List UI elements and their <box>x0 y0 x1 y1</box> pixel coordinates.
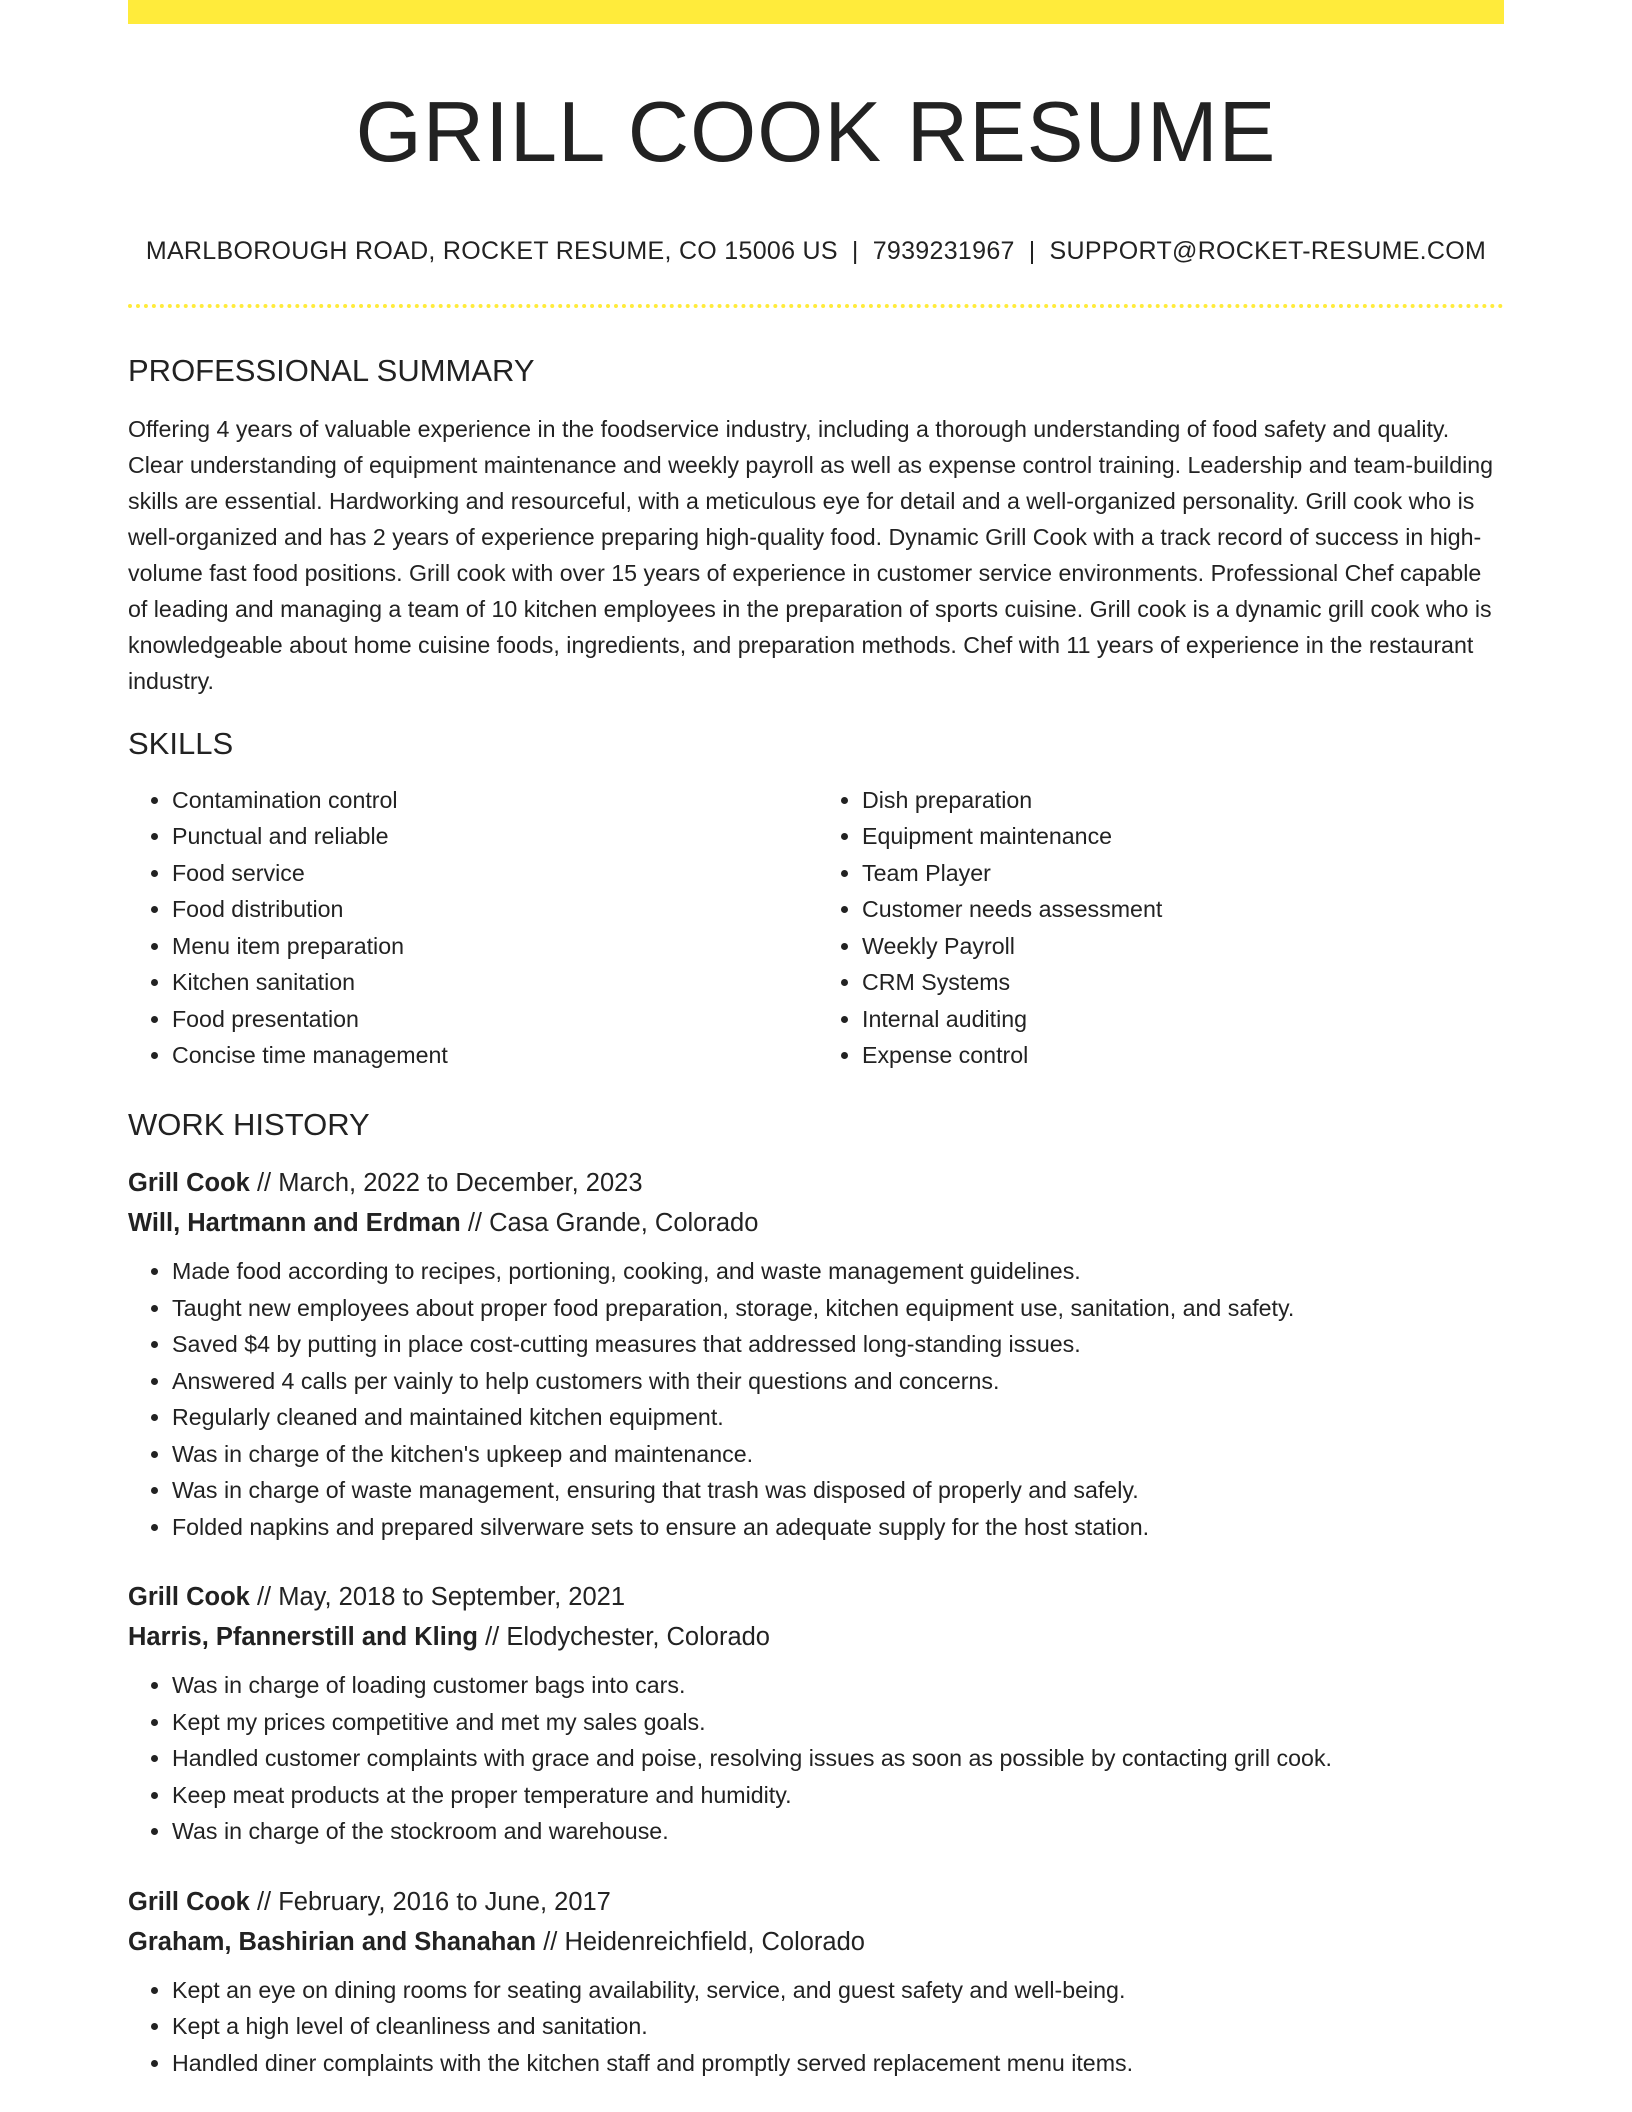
job-bullet: • Kept a high level of cleanliness and sanitation. <box>172 2008 1504 2045</box>
job-bullet: • Saved $4 by putting in place cost-cutting measures that addressed long-standing issues. <box>172 1326 1504 1363</box>
job-entry <box>128 1577 1504 1850</box>
contact-separator: | <box>1028 236 1036 265</box>
top-accent-bar <box>128 0 1504 24</box>
job-title-line <box>128 1577 1504 1617</box>
job-bullet: • Was in charge of the stockroom and warehouse. <box>172 1813 1504 1850</box>
skill-item: • Punctual and reliable <box>172 818 816 855</box>
job-employer: Graham, Bashirian and Shanahan <box>128 1927 537 1956</box>
job-bullet: • Was in charge of loading customer bags into cars. <box>172 1667 1504 1704</box>
job-bullet: • Was in charge of the kitchen's upkeep and maintenance. <box>172 1436 1504 1473</box>
summary-text: Offering 4 years of valuable experience in the foodservice industry, including a thorough understanding of food safety and quality. Clear understanding of equipment maintenance and weekly payroll as well as expense control training. Leadership and team-building skills are essential. Hardworking and resourceful, with a meticulous eye for detail and a well-organized personality. Grill cook who is well-organized and has 2 years of experience preparing high-quality food. Dynamic Grill Cook with a track record of success in high-volume fast food positions. Grill cook with over 15 years of experience in customer service environments. Professional Chef capable of leading and managing a team of 10 kitchen employees in the preparation of sports cuisine. Grill cook is a dynamic grill cook who is knowledgeable about home cuisine foods, ingredients, and preparation methods. Chef with 11 years of experience in the restaurant industry. <box>128 415 1494 694</box>
job-bullet: • Kept an eye on dining rooms for seating availability, service, and guest safety and well-being. <box>172 1972 1504 2009</box>
job-entry <box>128 1163 1504 1545</box>
job-bullet: • Made food according to recipes, portioning, cooking, and waste management guidelines. <box>172 1253 1504 1290</box>
skills-column-left <box>128 782 816 1074</box>
job-employer: Will, Hartmann and Erdman <box>128 1209 461 1238</box>
job-role: Grill Cook <box>128 1169 250 1198</box>
skill-item: • Weekly Payroll <box>862 928 1504 965</box>
job-bullets <box>128 1253 1504 1545</box>
job-title-line <box>128 1163 1504 1203</box>
contact-address: MARLBOROUGH ROAD, ROCKET RESUME, CO 15006 US <box>145 236 838 265</box>
resume-title: GRILL COOK RESUME <box>355 85 1277 180</box>
skill-item: • Dish preparation <box>862 782 1504 819</box>
job-bullet: • Regularly cleaned and maintained kitchen equipment. <box>172 1399 1504 1436</box>
skill-item: • Internal auditing <box>862 1001 1504 1038</box>
skill-item: • Food distribution <box>172 891 816 928</box>
job-dates: // May, 2018 to September, 2021 <box>249 1583 626 1612</box>
job-bullets <box>128 1972 1504 2082</box>
contact-phone: 7939231967 <box>872 236 1015 265</box>
job-location: // Heidenreichfield, Colorado <box>536 1927 865 1956</box>
skill-item: • Team Player <box>862 855 1504 892</box>
job-bullet: • Kept my prices competitive and met my sales goals. <box>172 1704 1504 1741</box>
job-bullet: • Handled customer complaints with grace and poise, resolving issues as soon as possible by contacting grill cook. <box>172 1740 1504 1777</box>
skill-item: • Contamination control <box>172 782 816 819</box>
job-employer-line <box>128 1617 1504 1657</box>
dotted-divider <box>128 304 1504 308</box>
job-bullet: • Answered 4 calls per vainly to help customers with their questions and concerns. <box>172 1363 1504 1400</box>
job-location: // Casa Grande, Colorado <box>460 1209 759 1238</box>
contact-separator: | <box>851 236 859 265</box>
job-entry <box>128 1882 1504 2082</box>
skill-item: • Food service <box>172 855 816 892</box>
work-history-heading: WORK HISTORY <box>128 1106 370 1142</box>
skills-column-right <box>816 782 1504 1074</box>
job-location: // Elodychester, Colorado <box>478 1623 770 1652</box>
job-employer: Harris, Pfannerstill and Kling <box>128 1623 478 1652</box>
skills-heading: SKILLS <box>128 725 234 761</box>
job-bullets <box>128 1667 1504 1850</box>
skill-item: • Customer needs assessment <box>862 891 1504 928</box>
resume-page <box>128 0 1504 2081</box>
skill-item: • Food presentation <box>172 1001 816 1038</box>
job-dates: // March, 2022 to December, 2023 <box>249 1169 643 1198</box>
skills-list <box>128 782 1504 1074</box>
job-role: Grill Cook <box>128 1887 250 1916</box>
job-bullet: • Folded napkins and prepared silverware sets to ensure an adequate supply for the host station. <box>172 1509 1504 1546</box>
job-dates: // February, 2016 to June, 2017 <box>249 1887 611 1916</box>
job-bullet: • Was in charge of waste management, ensuring that trash was disposed of properly and safely. <box>172 1472 1504 1509</box>
skill-item: • Kitchen sanitation <box>172 964 816 1001</box>
job-role: Grill Cook <box>128 1583 250 1612</box>
contact-email: SUPPORT@ROCKET-RESUME.COM <box>1049 236 1487 265</box>
skill-item: • Equipment maintenance <box>862 818 1504 855</box>
job-employer-line <box>128 1922 1504 1962</box>
summary-heading: PROFESSIONAL SUMMARY <box>128 352 535 388</box>
skill-item: • Menu item preparation <box>172 928 816 965</box>
skill-item: • Concise time management <box>172 1037 816 1074</box>
job-bullet: • Handled diner complaints with the kitchen staff and promptly served replacement menu items. <box>172 2045 1504 2082</box>
job-title-line <box>128 1882 1504 1922</box>
job-bullet: • Keep meat products at the proper temperature and humidity. <box>172 1777 1504 1814</box>
skill-item: • Expense control <box>862 1037 1504 1074</box>
job-employer-line <box>128 1203 1504 1243</box>
job-bullet: • Taught new employees about proper food preparation, storage, kitchen equipment use, sanitation, and safety. <box>172 1290 1504 1327</box>
contact-line <box>128 236 1504 266</box>
skill-item: • CRM Systems <box>862 964 1504 1001</box>
